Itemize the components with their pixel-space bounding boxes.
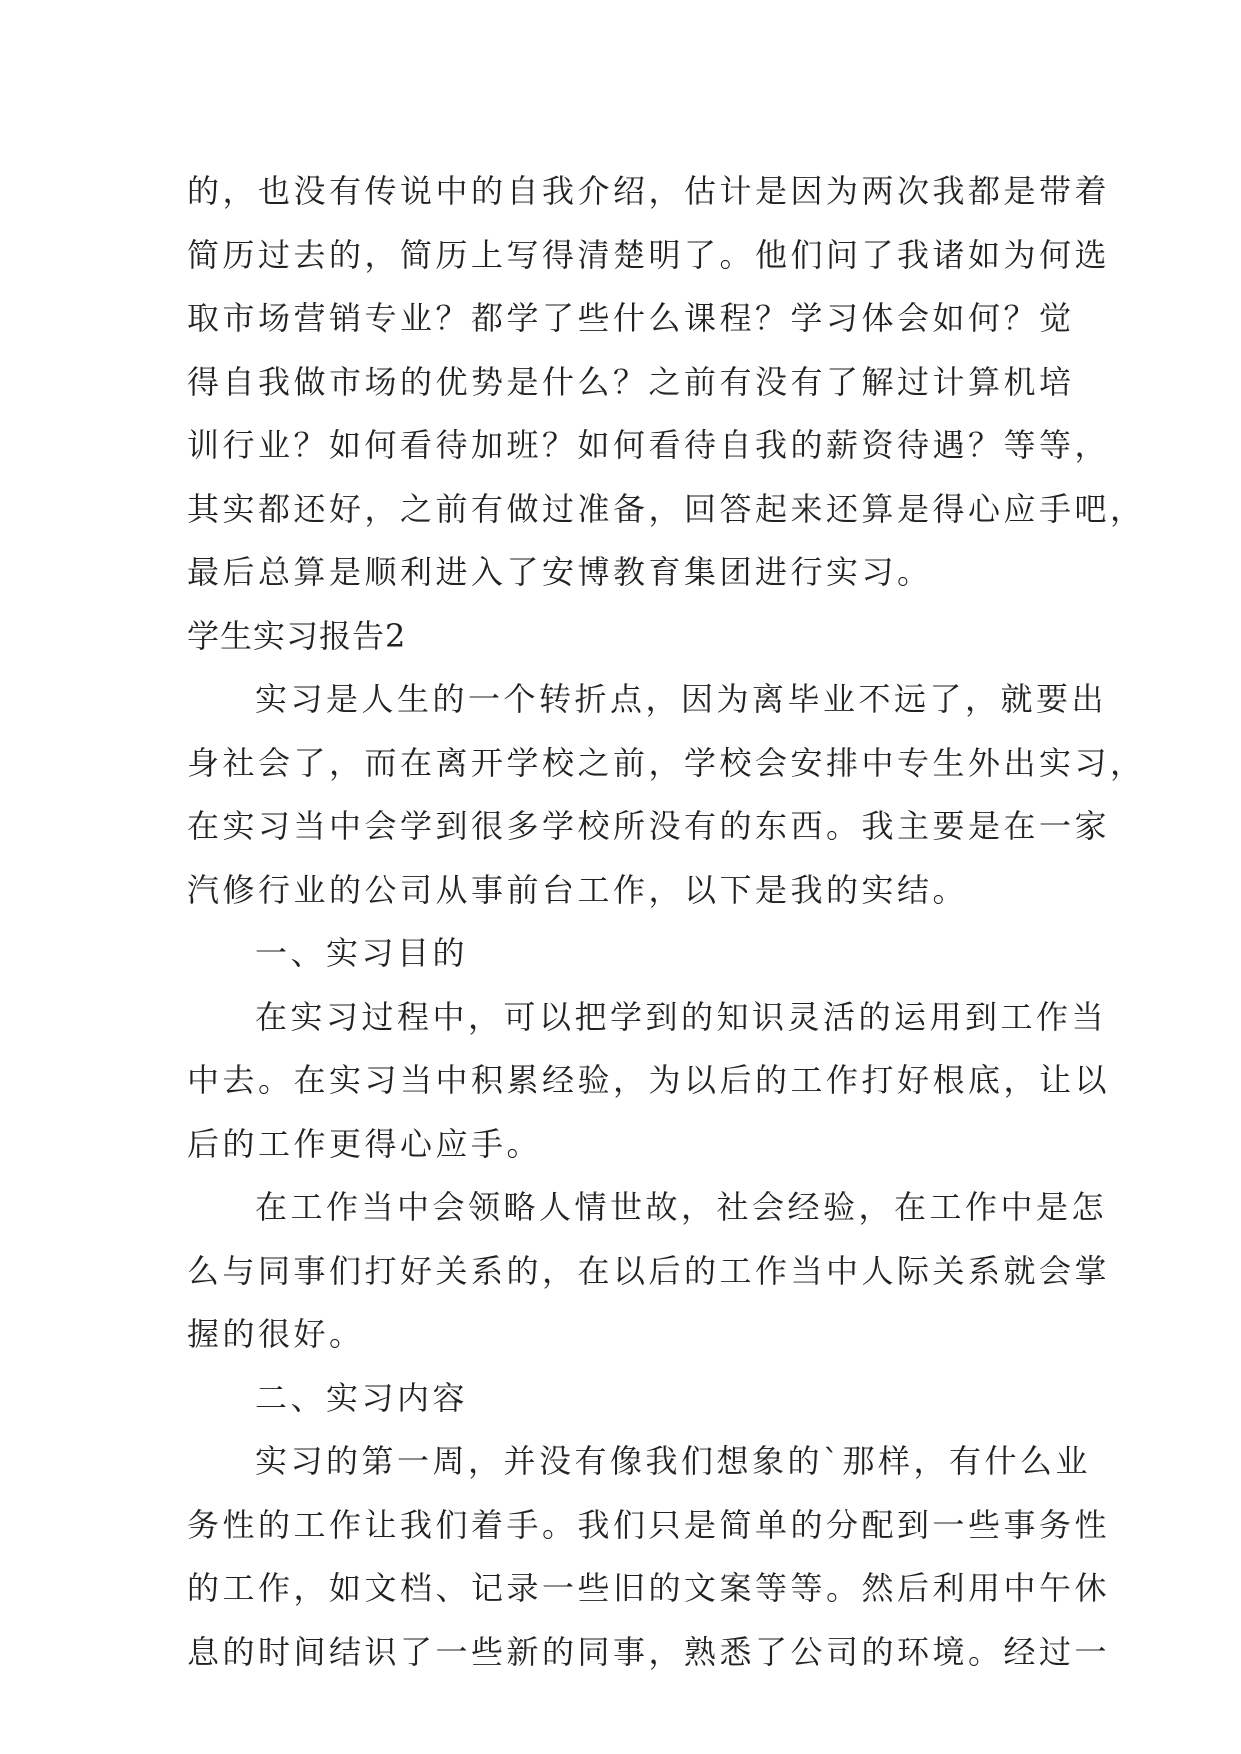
paragraph-line: 训行业？如何看待加班？如何看待自我的薪资待遇？等等， bbox=[187, 426, 1111, 464]
paragraph-line: 在实习当中会学到很多学校所没有的东西。我主要是在一家 bbox=[187, 807, 1111, 845]
paragraph-line: 么与同事们打好关系的，在以后的工作当中人际关系就会掌 bbox=[187, 1251, 1111, 1290]
paragraph-line: 中去。在实习当中积累经验，为以后的工作打好根底，让以 bbox=[187, 1061, 1111, 1099]
section-title: 学生实习报告2 bbox=[187, 616, 407, 655]
paragraph-line: 取市场营销专业？都学了些什么课程？学习体会如何？觉 bbox=[187, 299, 1075, 337]
paragraph-line: 务性的工作让我们着手。我们只是简单的分配到一些事务性 bbox=[187, 1505, 1111, 1544]
paragraph-line: 简历过去的，简历上写得清楚明了。他们问了我诸如为何选 bbox=[187, 235, 1111, 274]
paragraph-line: 身社会了，而在离开学校之前，学校会安排中专生外出实习， bbox=[187, 743, 1146, 782]
paragraph-line: 息的时间结识了一些新的同事，熟悉了公司的环境。经过一 bbox=[187, 1632, 1111, 1671]
document-body bbox=[187, 160, 1146, 1684]
paragraph-line: 在实习过程中，可以把学到的知识灵活的运用到工作当 bbox=[255, 997, 1108, 1036]
paragraph-line: 得自我做市场的优势是什么？之前有没有了解过计算机培 bbox=[187, 362, 1075, 401]
paragraph-line: 后的工作更得心应手。 bbox=[187, 1124, 543, 1163]
paragraph-line: 的，也没有传说中的自我介绍，估计是因为两次我都是带着 bbox=[187, 172, 1111, 210]
paragraph-line: 实习的第一周，并没有像我们想象的`那样，有什么业 bbox=[255, 1442, 1092, 1480]
paragraph-line: 握的很好。 bbox=[187, 1315, 365, 1353]
paragraph-line: 最后总算是顺利进入了安博教育集团进行实习。 bbox=[187, 553, 933, 591]
paragraph-line: 实习是人生的一个转折点，因为离毕业不远了，就要出 bbox=[255, 680, 1108, 718]
paragraph-line: 其实都还好，之前有做过准备，回答起来还算是得心应手吧， bbox=[187, 489, 1146, 528]
subsection-heading: 二、实习内容 bbox=[255, 1378, 469, 1417]
subsection-heading: 一、实习目的 bbox=[255, 934, 469, 972]
paragraph-line: 的工作，如文档、记录一些旧的文案等等。然后利用中午休 bbox=[187, 1569, 1111, 1607]
paragraph-line: 汽修行业的公司从事前台工作，以下是我的实结。 bbox=[187, 870, 969, 909]
paragraph-line: 在工作当中会领略人情世故，社会经验，在工作中是怎 bbox=[255, 1188, 1108, 1226]
